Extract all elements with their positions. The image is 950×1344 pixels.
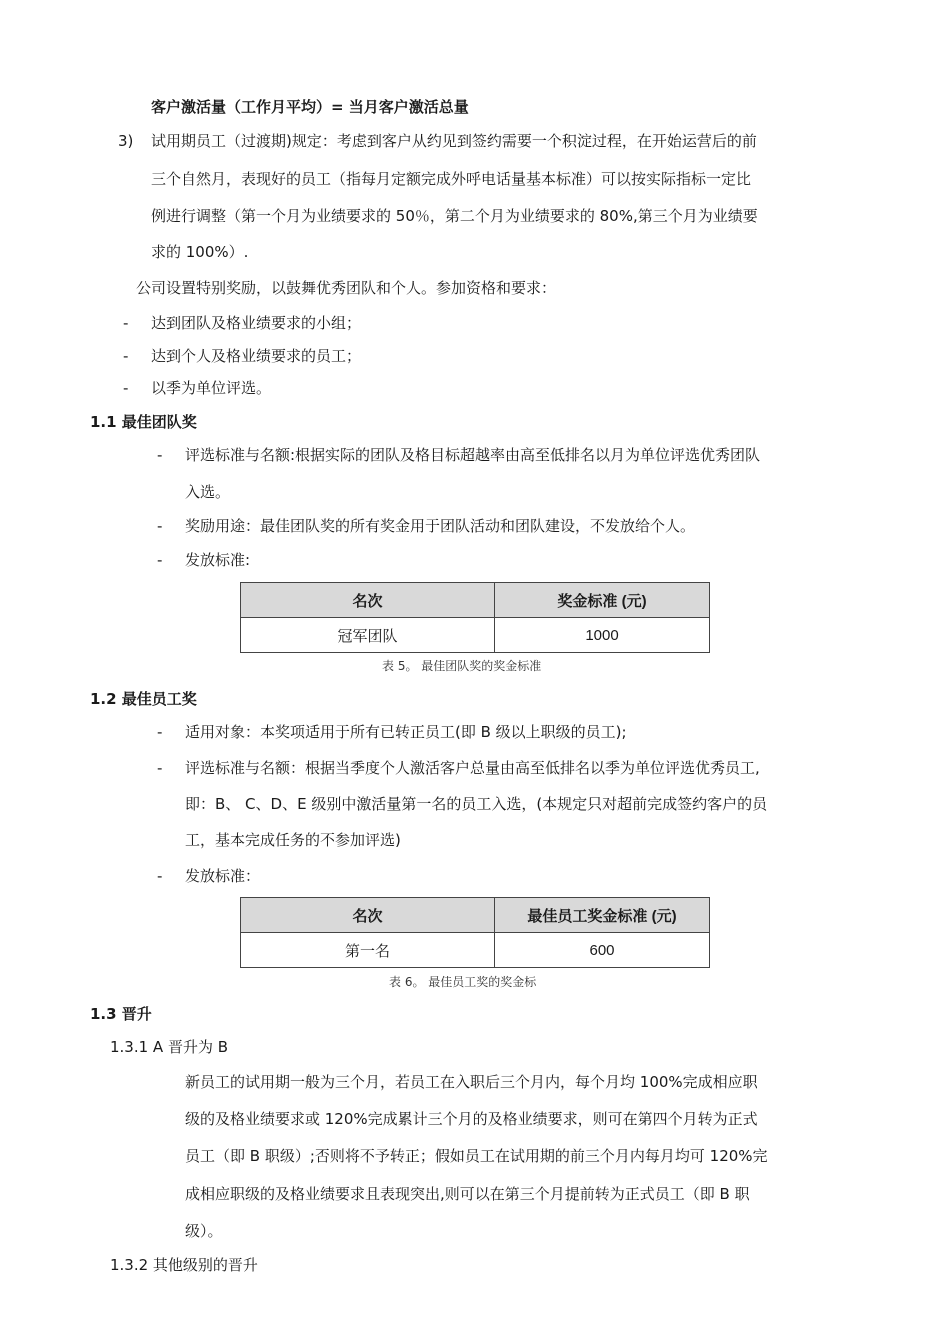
bullet-dash: -: [157, 551, 163, 569]
table-cell: 600: [495, 933, 710, 968]
item3-line-1: 试用期员工（过渡期)规定：考虑到客户从约见到签约需要一个积淀过程，在开始运营后的前: [151, 132, 757, 150]
bullet-dash: -: [157, 759, 163, 777]
section-heading-1-1: 1.1 最佳团队奖: [90, 413, 197, 431]
table-header: 名次: [241, 583, 495, 618]
team-award-criteria-line-1: 评选标准与名额:根据实际的团队及格目标超越率由高至低排名以月为单位评选优秀团队: [185, 446, 761, 464]
employee-award-criteria-line-3: 工，基本完成任务的不参加评选): [185, 831, 401, 849]
special-award-bullet-1: 达到团队及格业绩要求的小组；: [151, 314, 362, 332]
promotion-paragraph-line-2: 级的及格业绩要求或 120%完成累计三个月的及格业绩要求，则可在第四个月转为正式: [185, 1110, 758, 1128]
table-caption: 表 6。 最佳员工奖的奖金标: [389, 975, 537, 989]
formula-line: 客户激活量（工作月平均）= 当月客户激活总量: [151, 98, 469, 116]
table-caption: 表 5。 最佳团队奖的奖金标准: [382, 659, 542, 673]
special-award-bullet-2: 达到个人及格业绩要求的员工；: [151, 347, 362, 365]
section-heading-1-3: 1.3 晋升: [90, 1005, 152, 1023]
special-award-intro: 公司设置特别奖励，以鼓舞优秀团队和个人。参加资格和要求：: [136, 279, 557, 297]
employee-award-table: [240, 897, 710, 968]
item-number: 3): [118, 132, 134, 150]
table-header: 名次: [241, 898, 495, 933]
bullet-dash: -: [123, 314, 129, 332]
employee-award-standard-label: 发放标准：: [185, 867, 261, 885]
employee-award-criteria-line-2: 即：B、 C、D、E 级别中激活量第一名的员工入选，(本规定只对超前完成签约客户的员: [185, 795, 768, 813]
promotion-paragraph-line-5: 级）。: [185, 1222, 223, 1240]
bullet-dash: -: [123, 379, 129, 397]
table-cell: 冠军团队: [241, 618, 495, 653]
item3-line-3: 例进行调整（第一个月为业绩要求的 50％，第二个月为业绩要求的 80%,第三个月为业绩要: [151, 207, 758, 225]
employee-award-criteria-line-1: 评选标准与名额：根据当季度个人激活客户总量由高至低排名以季为单位评选优秀员工,: [185, 759, 760, 777]
team-award-table: [240, 582, 710, 653]
team-award-criteria-line-2: 入选。: [185, 483, 231, 501]
subsection-heading-1-3-1: 1.3.1 A 晋升为 B: [110, 1038, 229, 1056]
section-heading-1-2: 1.2 最佳员工奖: [90, 690, 197, 708]
employee-award-target: 适用对象：本奖项适用于所有已转正员工(即 B 级以上职级的员工);: [185, 723, 627, 741]
promotion-paragraph-line-4: 成相应职级的及格业绩要求且表现突出,则可以在第三个月提前转为正式员工（即 B 职: [185, 1185, 750, 1203]
special-award-bullet-3: 以季为单位评选。: [151, 379, 272, 397]
subsection-heading-1-3-2: 1.3.2 其他级别的晋升: [110, 1256, 258, 1274]
bullet-dash: -: [157, 723, 163, 741]
team-award-usage: 奖励用途：最佳团队奖的所有奖金用于团队活动和团队建设，不发放给个人。: [185, 517, 696, 535]
promotion-paragraph-line-3: 员工（即 B 职级）;否则将不予转正；假如员工在试用期的前三个月内每月均可 120%完: [185, 1147, 768, 1165]
bullet-dash: -: [157, 446, 163, 464]
item3-line-2: 三个自然月，表现好的员工（指每月定额完成外呼电话量基本标准）可以按实际指标一定比: [151, 170, 752, 188]
bullet-dash: -: [157, 867, 163, 885]
table-cell: 第一名: [241, 933, 495, 968]
team-award-standard-label: 发放标准:: [185, 551, 251, 569]
promotion-paragraph-line-1: 新员工的试用期一般为三个月，若员工在入职后三个月内，每个月均 100%完成相应职: [185, 1073, 758, 1091]
bullet-dash: -: [123, 347, 129, 365]
bullet-dash: -: [157, 517, 163, 535]
table-header: 奖金标准 (元): [495, 583, 710, 618]
table-cell: 1000: [495, 618, 710, 653]
item3-line-4: 求的 100%）.: [151, 243, 249, 261]
table-header: 最佳员工奖金标准 (元): [495, 898, 710, 933]
